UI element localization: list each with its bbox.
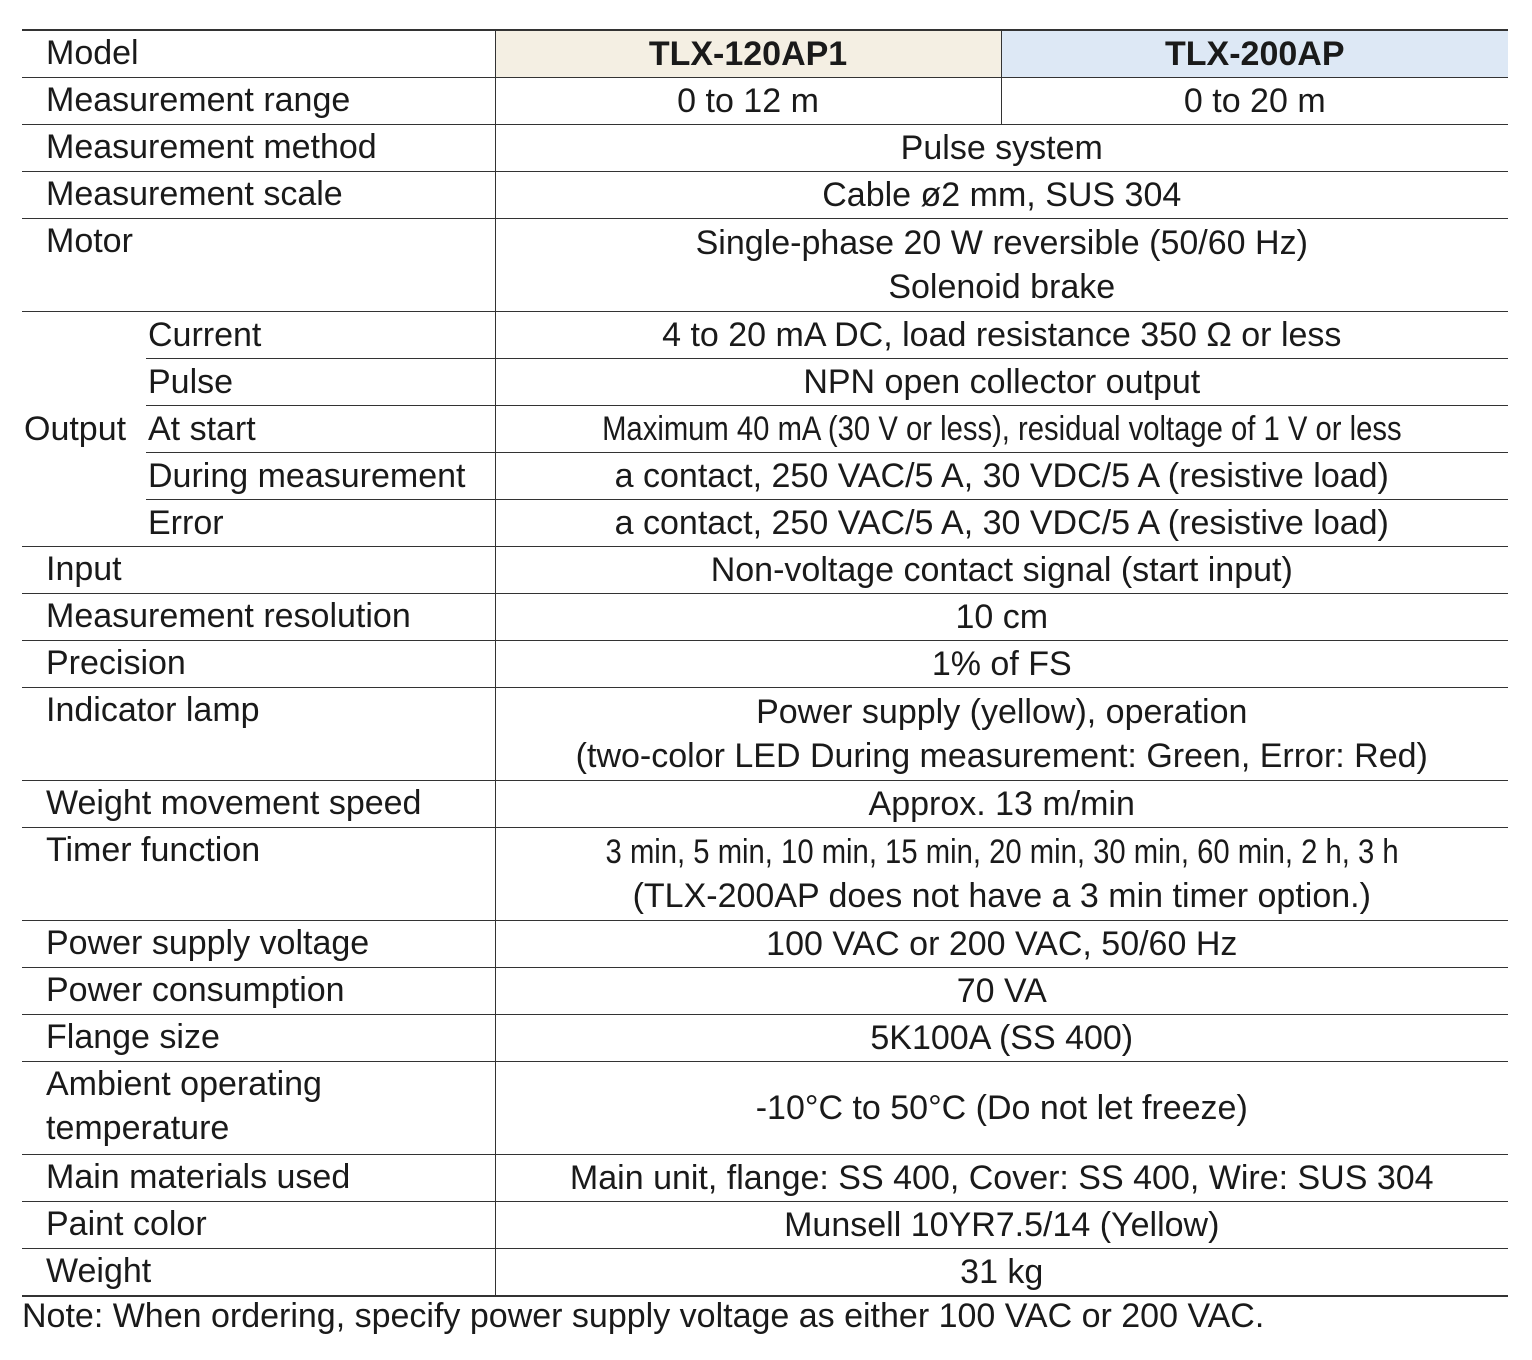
row-speed: [22, 781, 1508, 828]
sub-value: 4 to 20 mA DC, load resistance 350 Ω or less: [495, 312, 1508, 359]
row-output-during: [22, 453, 1508, 500]
row-value: Cable ø2 mm, SUS 304: [495, 172, 1508, 219]
sub-label: Error: [148, 504, 224, 542]
sub-value-text: Maximum 40 mA (30 V or less), residual voltage of 1 V or less: [601, 410, 1402, 448]
value-line: Solenoid brake: [888, 268, 1116, 306]
row-label: Timer function: [46, 831, 261, 869]
row-input: [22, 547, 1508, 594]
row-resolution: [22, 594, 1508, 641]
row-label: Input: [46, 550, 122, 588]
row-output-pulse: [22, 359, 1508, 406]
row-timer: [22, 828, 1508, 921]
ordering-note: Note: When ordering, specify power supply voltage as either 100 VAC or 200 VAC.: [22, 1297, 1265, 1335]
row-precision: [22, 641, 1508, 688]
row-label: Main materials used: [46, 1158, 351, 1196]
row-flange: [22, 1015, 1508, 1062]
value-line: (two-color LED During measurement: Green, Error: Red): [575, 737, 1428, 775]
row-paint: [22, 1202, 1508, 1249]
value-line: Single-phase 20 W reversible (50/60 Hz): [695, 224, 1308, 262]
row-method: [22, 125, 1508, 172]
row-materials: [22, 1155, 1508, 1202]
row-scale: [22, 172, 1508, 219]
range-value-2: 0 to 20 m: [1001, 78, 1508, 125]
row-label: Precision: [46, 644, 186, 682]
row-label: Flange size: [46, 1018, 220, 1056]
output-group-label: Output: [24, 410, 127, 448]
row-value: [495, 219, 1508, 312]
row-voltage: [22, 921, 1508, 968]
row-value: 70 VA: [495, 968, 1508, 1015]
row-label: Indicator lamp: [46, 691, 260, 729]
row-label: Power supply voltage: [46, 924, 370, 962]
spec-table: [22, 29, 1508, 1297]
row-value: Pulse system: [495, 125, 1508, 172]
sub-value: NPN open collector output: [495, 359, 1508, 406]
row-value: 31 kg: [495, 1249, 1508, 1297]
row-output-start: [22, 406, 1508, 453]
row-label: Motor: [46, 222, 133, 260]
row-label: Paint color: [46, 1205, 207, 1243]
row-label: Weight: [46, 1252, 152, 1290]
sub-label: Pulse: [146, 359, 495, 406]
row-value: 10 cm: [495, 594, 1508, 641]
row-value: Non-voltage contact signal (start input): [495, 547, 1508, 594]
row-value: [495, 688, 1508, 781]
sub-label: At start: [146, 406, 495, 453]
row-label: Weight movement speed: [46, 784, 422, 822]
row-value: [495, 828, 1508, 921]
row-label: Measurement range: [46, 81, 351, 119]
sub-label: Current: [146, 312, 495, 359]
row-label: Model: [46, 34, 139, 72]
row-output-current: [22, 312, 1508, 359]
row-value: Main unit, flange: SS 400, Cover: SS 400, Wire: SUS 304: [495, 1155, 1508, 1202]
row-label: Measurement resolution: [46, 597, 411, 635]
value-line: (TLX-200AP does not have a 3 min timer option.): [632, 877, 1371, 915]
label-line: temperature: [46, 1109, 230, 1147]
sub-label: During measurement: [146, 453, 495, 500]
label-line: Ambient operating: [46, 1065, 322, 1103]
model-2-header: TLX-200AP: [1001, 30, 1508, 78]
row-label: Measurement scale: [46, 175, 343, 213]
row-value: -10°C to 50°C (Do not let freeze): [495, 1062, 1508, 1155]
row-value: 5K100A (SS 400): [495, 1015, 1508, 1062]
row-range: [22, 78, 1508, 125]
row-label: Measurement method: [46, 128, 377, 166]
row-output-error: [22, 500, 1508, 547]
sub-value: a contact, 250 VAC/5 A, 30 VDC/5 A (resistive load): [495, 500, 1508, 547]
row-value: 100 VAC or 200 VAC, 50/60 Hz: [495, 921, 1508, 968]
row-motor: [22, 219, 1508, 312]
row-temperature: [22, 1062, 1508, 1155]
row-value: Approx. 13 m/min: [495, 781, 1508, 828]
row-value: 1% of FS: [495, 641, 1508, 688]
row-value: Munsell 10YR7.5/14 (Yellow): [495, 1202, 1508, 1249]
value-line: Power supply (yellow), operation: [756, 693, 1248, 731]
value-line: 3 min, 5 min, 10 min, 15 min, 20 min, 30 min, 60 min, 2 h, 3 h: [605, 833, 1399, 871]
row-model: [22, 30, 1508, 78]
sub-value: a contact, 250 VAC/5 A, 30 VDC/5 A (resistive load): [495, 453, 1508, 500]
range-value-1: 0 to 12 m: [495, 78, 1001, 125]
row-weight: [22, 1249, 1508, 1297]
row-lamp: [22, 688, 1508, 781]
row-label: [22, 1062, 495, 1155]
model-1-header: TLX-120AP1: [495, 30, 1001, 78]
sub-value: [495, 406, 1508, 453]
row-label: Power consumption: [46, 971, 345, 1009]
row-consumption: [22, 968, 1508, 1015]
